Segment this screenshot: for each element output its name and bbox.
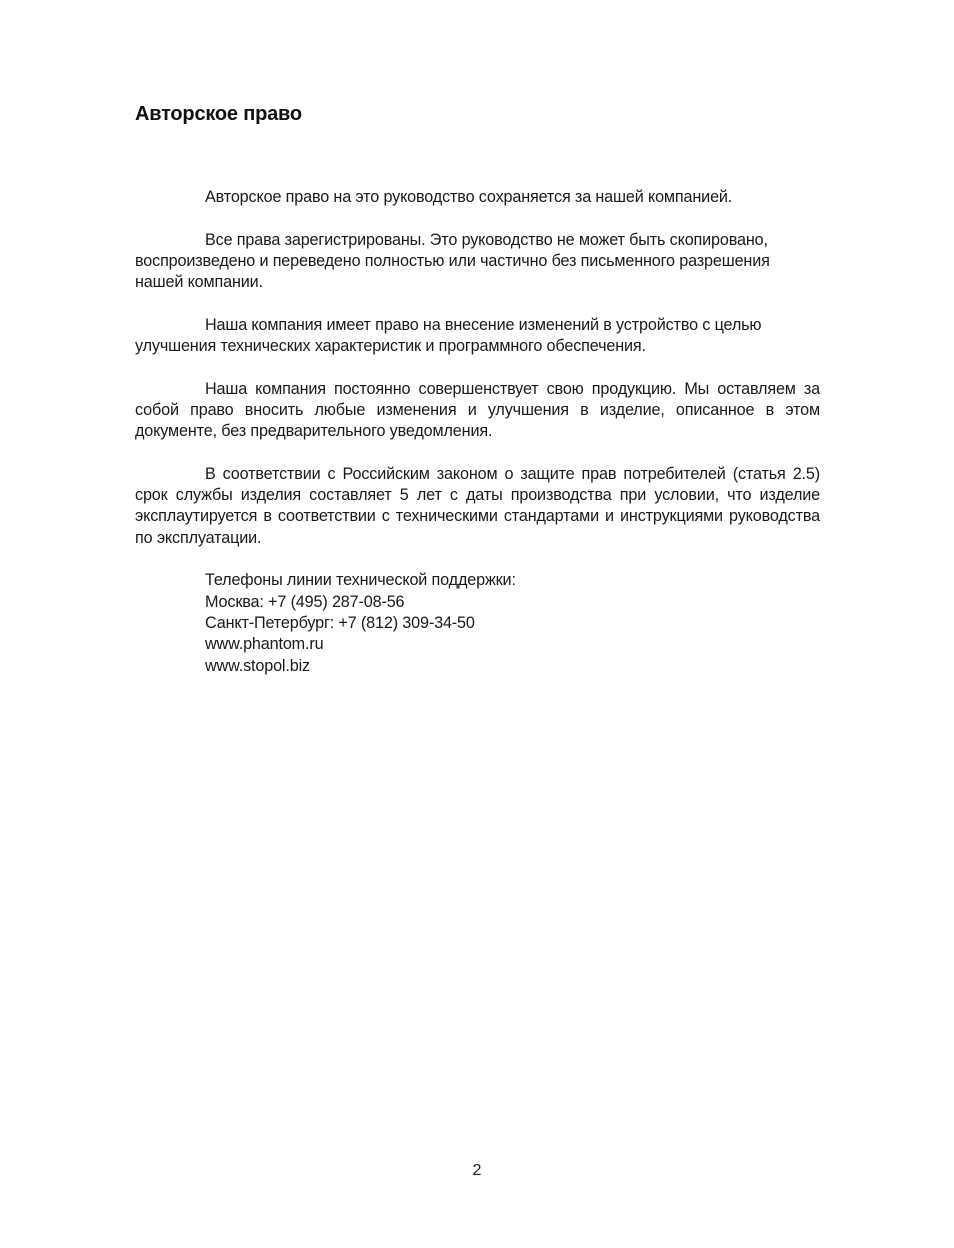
paragraph-service-life: В соответствии с Российским законом о защите прав потребителей (статья 2.5) срок службы изделия составляет 5 лет с даты производства при условии, что изделие эксплаутируется в соответствии с техническими стандартами и инструкциями руководства по эксплуатации. bbox=[135, 464, 820, 547]
support-heading: Телефоны линии технической поддержки: bbox=[205, 571, 516, 590]
paragraph-changes: Наша компания имеет право на внесение изменений в устройство с целью улучшения технических характеристик и программного обеспечения. bbox=[135, 315, 762, 356]
paragraph-rights-reserved: Все права зарегистрированы. Это руководство не может быть скопировано, воспроизведено и переведено полностью или частично без письменного разрешения нашей компании. bbox=[135, 230, 770, 292]
support-phone-moscow: Москва: +7 (495) 287-08-56 bbox=[205, 592, 405, 611]
website-link-phantom: www.phantom.ru bbox=[205, 635, 324, 654]
page-title: Авторское право bbox=[135, 103, 302, 125]
document-body bbox=[135, 187, 820, 677]
support-contacts bbox=[135, 570, 820, 676]
support-phone-spb: Санкт-Петербург: +7 (812) 309-34-50 bbox=[205, 613, 475, 632]
website-link-stopol: www.stopol.biz bbox=[205, 656, 310, 675]
page-number: 2 bbox=[472, 1162, 482, 1179]
paragraph-improvements: Наша компания постоянно совершенствует свою продукцию. Мы оставляем за собой право вносить любые изменения и улучшения в изделие, описанное в этом документе, без предварительного уведомления. bbox=[135, 379, 820, 441]
paragraph-copyright: Авторское право на это руководство сохраняется за нашей компанией. bbox=[205, 188, 733, 206]
